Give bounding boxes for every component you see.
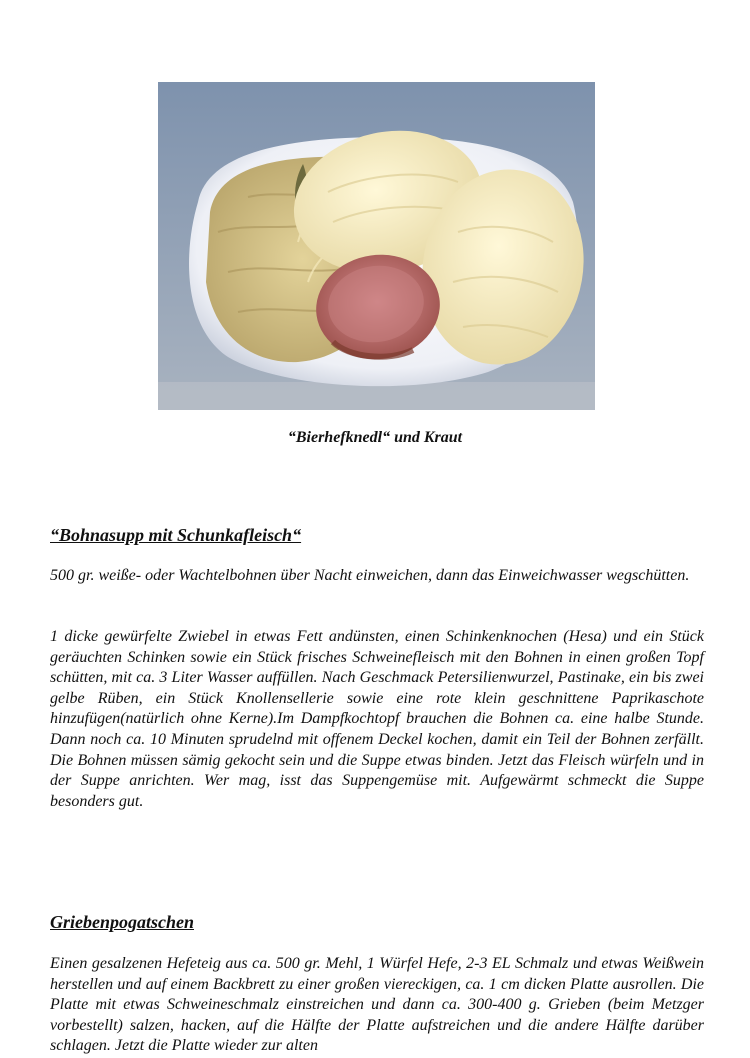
photo-caption: “Bierhefknedl“ und Kraut (287, 429, 463, 446)
section-heading-griebenpogatschen: Griebenpogatschen (50, 912, 194, 932)
section-bohnasupp-paragraph: 500 gr. weiße- oder Wachtelbohnen über Nacht einweichen, dann das Einweichwasser wegschütten. (50, 567, 690, 584)
section-bohnasupp-paragraph: 1 dicke gewürfelte Zwiebel in etwas Fett andünsten, einen Schinkenknochen (Hesa) und ein Stück geräuchten Schinken sowie ein Stück frisches Schweinefleisch mit den Bohnen in einen großen Topf schütten, mit ca. 3 Liter Wasser auffüllen. Nach Geschmack Petersilienwurzel, Pastinake, ein bis zwei gelbe Rüben, ein Stück Knollensellerie sowie eine rote klein geschnittene Paprikaschote hinzufügen(natürlich ohne Kerne).Im Dampfkochtopf brauchen die Bohnen ca. eine halbe Stunde. Dann noch ca. 10 Minuten sprudelnd mit offenem Deckel kochen, damit ein Teil der Bohnen zerfällt. Die Bohnen müssen sämig gekocht sein und die Suppe etwas binden. Jetzt das Fleisch würfeln und in der Suppe anrichten. Wer mag, isst das Suppengemüse mit. Aufgewärmt schmeckt die Suppe besonders gut. (50, 628, 704, 810)
section-heading-bohnasupp: “Bohnasupp mit Schunkafleisch“ (50, 525, 302, 545)
food-photo (158, 82, 595, 410)
section-griebenpogatschen-paragraph: Einen gesalzenen Hefeteig aus ca. 500 gr. Mehl, 1 Würfel Hefe, 2-3 EL Schmalz und etwas Weißwein herstellen und auf einem Backbrett zu einer großen viereckigen, ca. 1 cm dicken Platte ausrollen. Die Platte mit etwas Schweineschmalz einstreichen und dann ca. 300-400 g. Grieben (beim Metzger vorbestellt) salzen, hacken, auf die Hälfte der Platte aufstreichen und die andere Hälfte darüber schlagen. Jetzt die Platte wieder zur alten (50, 955, 704, 1055)
